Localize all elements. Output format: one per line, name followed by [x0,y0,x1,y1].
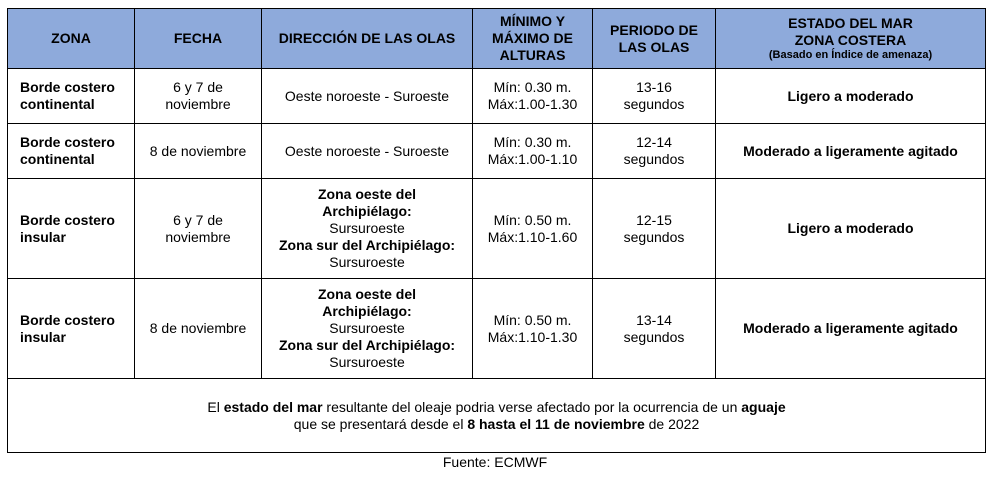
header-row [8,9,986,69]
cell-fecha: 8 de noviembre [135,124,262,179]
table-row [8,179,986,279]
header-estado-sub: (Basado en Índice de amenaza) [768,49,933,61]
cell-periodo: 12-14 segundos [593,124,716,179]
cell-fecha: 6 y 7 de noviembre [135,69,262,124]
sea-state-table [7,8,986,453]
footnote-cell: El estado del mar resultante del oleaje podria verse afectado por la ocurrencia de un aguaje que se presentará desde el 8 hasta el 11 de noviembre de 2022 [8,379,986,453]
cell-alturas: Mín: 0.50 m. Máx:1.10-1.30 [473,279,593,379]
note-row [8,379,986,453]
header-zona: ZONA [8,9,135,69]
cell-direccion: Oeste noroeste - Suroeste [262,124,473,179]
cell-zona: Borde costero insular [8,179,135,279]
cell-estado: Moderado a ligeramente agitado [716,279,986,379]
cell-estado: Ligero a moderado [716,69,986,124]
cell-fecha: 8 de noviembre [135,279,262,379]
table-row [8,69,986,124]
cell-estado: Moderado a ligeramente agitado [716,124,986,179]
cell-fecha: 6 y 7 de noviembre [135,179,262,279]
cell-zona: Borde costero continental [8,69,135,124]
header-direccion: DIRECCIÓN DE LAS OLAS [262,9,473,69]
source-caption: Fuente: ECMWF [442,454,548,470]
header-fecha: FECHA [135,9,262,69]
cell-alturas: Mín: 0.30 m. Máx:1.00-1.10 [473,124,593,179]
cell-direccion: Oeste noroeste - Suroeste [262,69,473,124]
header-alturas: MÍNIMO Y MÁXIMO DE ALTURAS [473,9,593,69]
cell-direccion: Zona oeste del Archipiélago: Sursuroeste Zona sur del Archipiélago: Sursuroeste [262,179,473,279]
cell-periodo: 12-15 segundos [593,179,716,279]
header-estado: ESTADO DEL MAR ZONA COSTERA (Basado en Índice de amenaza) [716,9,986,69]
header-periodo: PERIODO DE LAS OLAS [593,9,716,69]
table-row [8,279,986,379]
cell-periodo: 13-16 segundos [593,69,716,124]
table-row [8,124,986,179]
cell-estado: Ligero a moderado [716,179,986,279]
cell-zona: Borde costero continental [8,124,135,179]
cell-zona: Borde costero insular [8,279,135,379]
cell-alturas: Mín: 0.50 m. Máx:1.10-1.60 [473,179,593,279]
cell-direccion: Zona oeste del Archipiélago: Sursuroeste Zona sur del Archipiélago: Sursuroeste [262,279,473,379]
cell-alturas: Mín: 0.30 m. Máx:1.00-1.30 [473,69,593,124]
cell-periodo: 13-14 segundos [593,279,716,379]
